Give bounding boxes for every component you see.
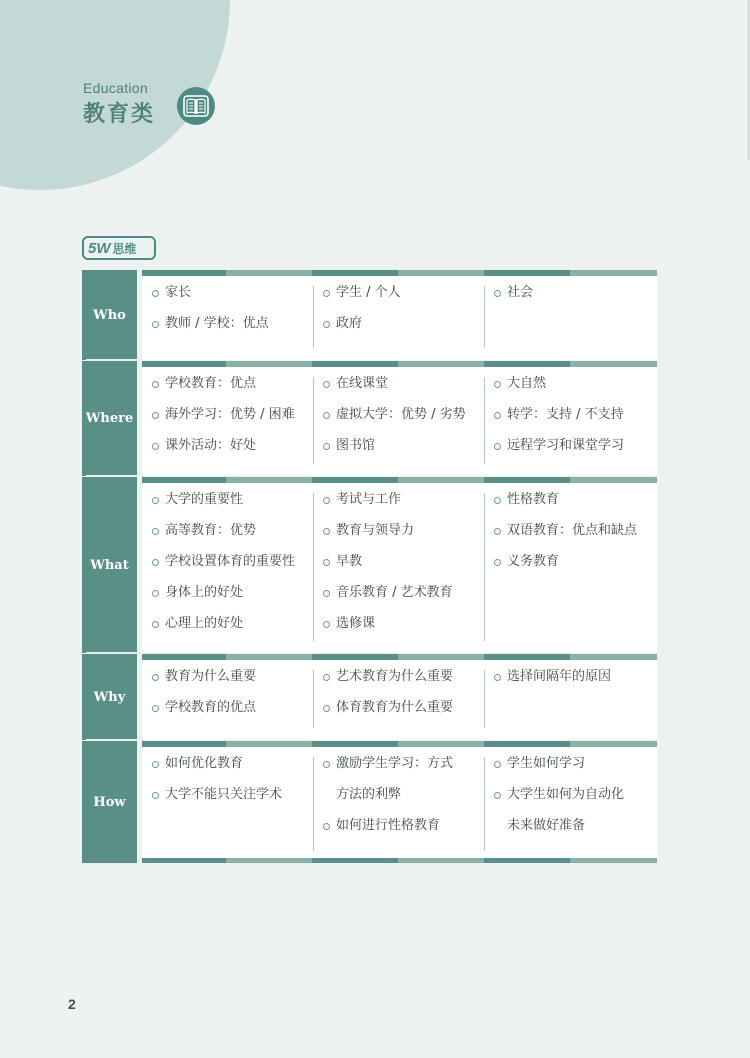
topic-text: 选修课	[336, 616, 376, 631]
topic-text: 选择间隔年的原因	[507, 669, 612, 684]
topic-item	[323, 284, 484, 315]
section-divider-stripe	[142, 654, 657, 660]
circle-bullet-icon	[494, 497, 501, 504]
topic-item	[494, 406, 655, 437]
topic-item	[152, 375, 313, 406]
topic-item	[152, 315, 313, 346]
topic-column	[484, 668, 655, 730]
topic-item	[152, 755, 313, 786]
topic-column	[142, 284, 313, 350]
5w-thinking-logo	[82, 236, 156, 260]
5w-topic-table	[82, 270, 657, 863]
topic-text: 家长	[165, 285, 192, 300]
topic-item	[494, 284, 655, 315]
circle-bullet-icon	[323, 290, 330, 297]
circle-bullet-icon	[152, 590, 159, 597]
section-content	[142, 477, 657, 653]
topic-item	[152, 491, 313, 522]
topic-item	[323, 315, 484, 346]
chapter-header	[83, 80, 155, 128]
topic-item	[494, 553, 655, 584]
topic-text: 图书馆	[336, 438, 376, 453]
topic-column	[484, 375, 655, 466]
circle-bullet-icon	[494, 559, 501, 566]
circle-bullet-icon	[323, 412, 330, 419]
topic-item	[152, 553, 313, 584]
topic-item	[494, 437, 655, 468]
topic-text: 考试与工作	[336, 492, 402, 507]
topic-item	[152, 406, 313, 437]
topic-column	[313, 284, 484, 350]
topic-column	[313, 375, 484, 466]
circle-bullet-icon	[323, 381, 330, 388]
chapter-title-english: Education	[83, 80, 148, 96]
circle-bullet-icon	[152, 705, 159, 712]
circle-bullet-icon	[152, 792, 159, 799]
circle-bullet-icon	[152, 528, 159, 535]
section-content	[142, 741, 657, 863]
topic-text: 远程学习和课堂学习	[507, 438, 625, 453]
section-divider-stripe	[142, 741, 657, 747]
topic-item	[152, 668, 313, 699]
topic-text: 如何进行性格教育	[336, 818, 441, 833]
topic-item	[494, 522, 655, 553]
circle-bullet-icon	[494, 381, 501, 388]
topic-text: 海外学习：优势 / 困难	[165, 407, 295, 422]
topic-column	[484, 491, 655, 643]
topic-item	[152, 284, 313, 315]
topic-text: 大学生如何为自动化	[507, 787, 625, 802]
circle-bullet-icon	[152, 621, 159, 628]
section-who	[82, 270, 657, 360]
topic-text: 教育为什么重要	[165, 669, 257, 684]
circle-bullet-icon	[152, 321, 159, 328]
topic-text: 学校教育的优点	[165, 700, 257, 715]
topic-text: 虚拟大学：优势 / 劣势	[336, 407, 466, 422]
circle-bullet-icon	[323, 792, 330, 799]
topic-text: 性格教育	[507, 492, 560, 507]
topic-item	[152, 584, 313, 615]
circle-bullet-icon	[323, 443, 330, 450]
topic-item	[152, 786, 313, 817]
circle-bullet-icon	[323, 621, 330, 628]
topic-item	[152, 615, 313, 646]
topic-text: 学校教育：优点	[165, 376, 257, 391]
logo-text: 思维	[112, 241, 137, 256]
topic-text: 教育与领导力	[336, 523, 415, 538]
topic-columns	[142, 284, 657, 350]
topic-item	[494, 817, 655, 848]
topic-text: 身体上的好处	[165, 585, 244, 600]
circle-bullet-icon	[494, 792, 501, 799]
topic-text: 心理上的好处	[165, 616, 244, 631]
circle-bullet-icon	[152, 761, 159, 768]
topic-columns	[142, 375, 657, 466]
topic-text: 课外活动：好处	[165, 438, 257, 453]
section-where	[82, 361, 657, 476]
topic-text: 高等教育：优势	[165, 523, 257, 538]
section-how	[82, 741, 657, 863]
chapter-title-chinese: 教育类	[83, 101, 156, 127]
topic-item	[323, 406, 484, 437]
circle-bullet-icon	[323, 559, 330, 566]
circle-bullet-icon	[323, 590, 330, 597]
topic-item	[323, 437, 484, 468]
circle-bullet-icon	[152, 497, 159, 504]
section-content	[142, 654, 657, 740]
section-label: How	[82, 741, 137, 863]
topic-item	[152, 437, 313, 468]
topic-columns	[142, 491, 657, 643]
circle-bullet-icon	[494, 443, 501, 450]
section-label: What	[82, 477, 137, 653]
topic-item	[323, 786, 484, 817]
circle-bullet-icon	[152, 559, 159, 566]
topic-text: 未来做好准备	[507, 818, 586, 833]
topic-item	[494, 668, 655, 699]
section-why	[82, 654, 657, 740]
topic-column	[142, 491, 313, 643]
circle-bullet-icon	[494, 761, 501, 768]
circle-bullet-icon	[323, 674, 330, 681]
topic-item	[323, 375, 484, 406]
topic-text: 方法的利弊	[336, 787, 402, 802]
topic-text: 在线课堂	[336, 376, 389, 391]
page-number: 2	[68, 996, 76, 1012]
topic-text: 大学的重要性	[165, 492, 244, 507]
topic-columns	[142, 755, 657, 853]
topic-column	[142, 755, 313, 853]
topic-column	[313, 491, 484, 643]
circle-bullet-icon	[323, 823, 330, 830]
circle-bullet-icon	[323, 321, 330, 328]
topic-text: 双语教育：优点和缺点	[507, 523, 638, 538]
section-divider-stripe	[142, 270, 657, 276]
topic-item	[323, 817, 484, 848]
topic-column	[313, 668, 484, 730]
circle-bullet-icon	[152, 290, 159, 297]
topic-column	[484, 755, 655, 853]
section-what	[82, 477, 657, 653]
topic-text: 学生如何学习	[507, 756, 586, 771]
section-content	[142, 270, 657, 360]
topic-text: 义务教育	[507, 554, 560, 569]
section-label: Where	[82, 361, 137, 476]
section-content	[142, 361, 657, 476]
circle-bullet-icon	[494, 528, 501, 535]
section-label: Why	[82, 654, 137, 740]
topic-item	[323, 584, 484, 615]
book-icon	[177, 87, 215, 125]
topic-item	[323, 755, 484, 786]
circle-bullet-icon	[494, 823, 501, 830]
topic-item	[323, 522, 484, 553]
circle-bullet-icon	[323, 497, 330, 504]
topic-item	[494, 786, 655, 817]
topic-column	[142, 375, 313, 466]
circle-bullet-icon	[152, 381, 159, 388]
section-label: Who	[82, 270, 137, 360]
circle-bullet-icon	[323, 761, 330, 768]
topic-text: 转学：支持 / 不支持	[507, 407, 624, 422]
circle-bullet-icon	[494, 674, 501, 681]
topic-column	[313, 755, 484, 853]
topic-text: 教师 / 学校：优点	[165, 316, 269, 331]
topic-text: 大自然	[507, 376, 547, 391]
topic-item	[494, 375, 655, 406]
circle-bullet-icon	[323, 528, 330, 535]
circle-bullet-icon	[152, 443, 159, 450]
section-divider-stripe	[142, 477, 657, 483]
topic-item	[323, 615, 484, 646]
topic-text: 学生 / 个人	[336, 285, 401, 300]
topic-item	[323, 668, 484, 699]
topic-text: 艺术教育为什么重要	[336, 669, 454, 684]
topic-item	[323, 699, 484, 730]
topic-text: 激励学生学习：方式	[336, 756, 454, 771]
topic-columns	[142, 668, 657, 730]
circle-bullet-icon	[323, 705, 330, 712]
table-bottom-stripe	[142, 858, 657, 863]
topic-text: 如何优化教育	[165, 756, 244, 771]
topic-text: 早教	[336, 554, 363, 569]
logo-number: 5W	[88, 239, 111, 257]
topic-item	[152, 522, 313, 553]
circle-bullet-icon	[494, 412, 501, 419]
section-divider-stripe	[142, 361, 657, 367]
topic-column	[484, 284, 655, 350]
topic-item	[323, 553, 484, 584]
topic-text: 政府	[336, 316, 363, 331]
topic-item	[323, 491, 484, 522]
topic-item	[494, 491, 655, 522]
circle-bullet-icon	[494, 290, 501, 297]
topic-text: 学校设置体育的重要性	[165, 554, 296, 569]
topic-column	[142, 668, 313, 730]
topic-item	[494, 755, 655, 786]
circle-bullet-icon	[152, 412, 159, 419]
circle-bullet-icon	[152, 674, 159, 681]
topic-item	[152, 699, 313, 730]
topic-text: 社会	[507, 285, 534, 300]
topic-text: 音乐教育 / 艺术教育	[336, 585, 453, 600]
topic-text: 体育教育为什么重要	[336, 700, 454, 715]
topic-text: 大学不能只关注学术	[165, 787, 283, 802]
